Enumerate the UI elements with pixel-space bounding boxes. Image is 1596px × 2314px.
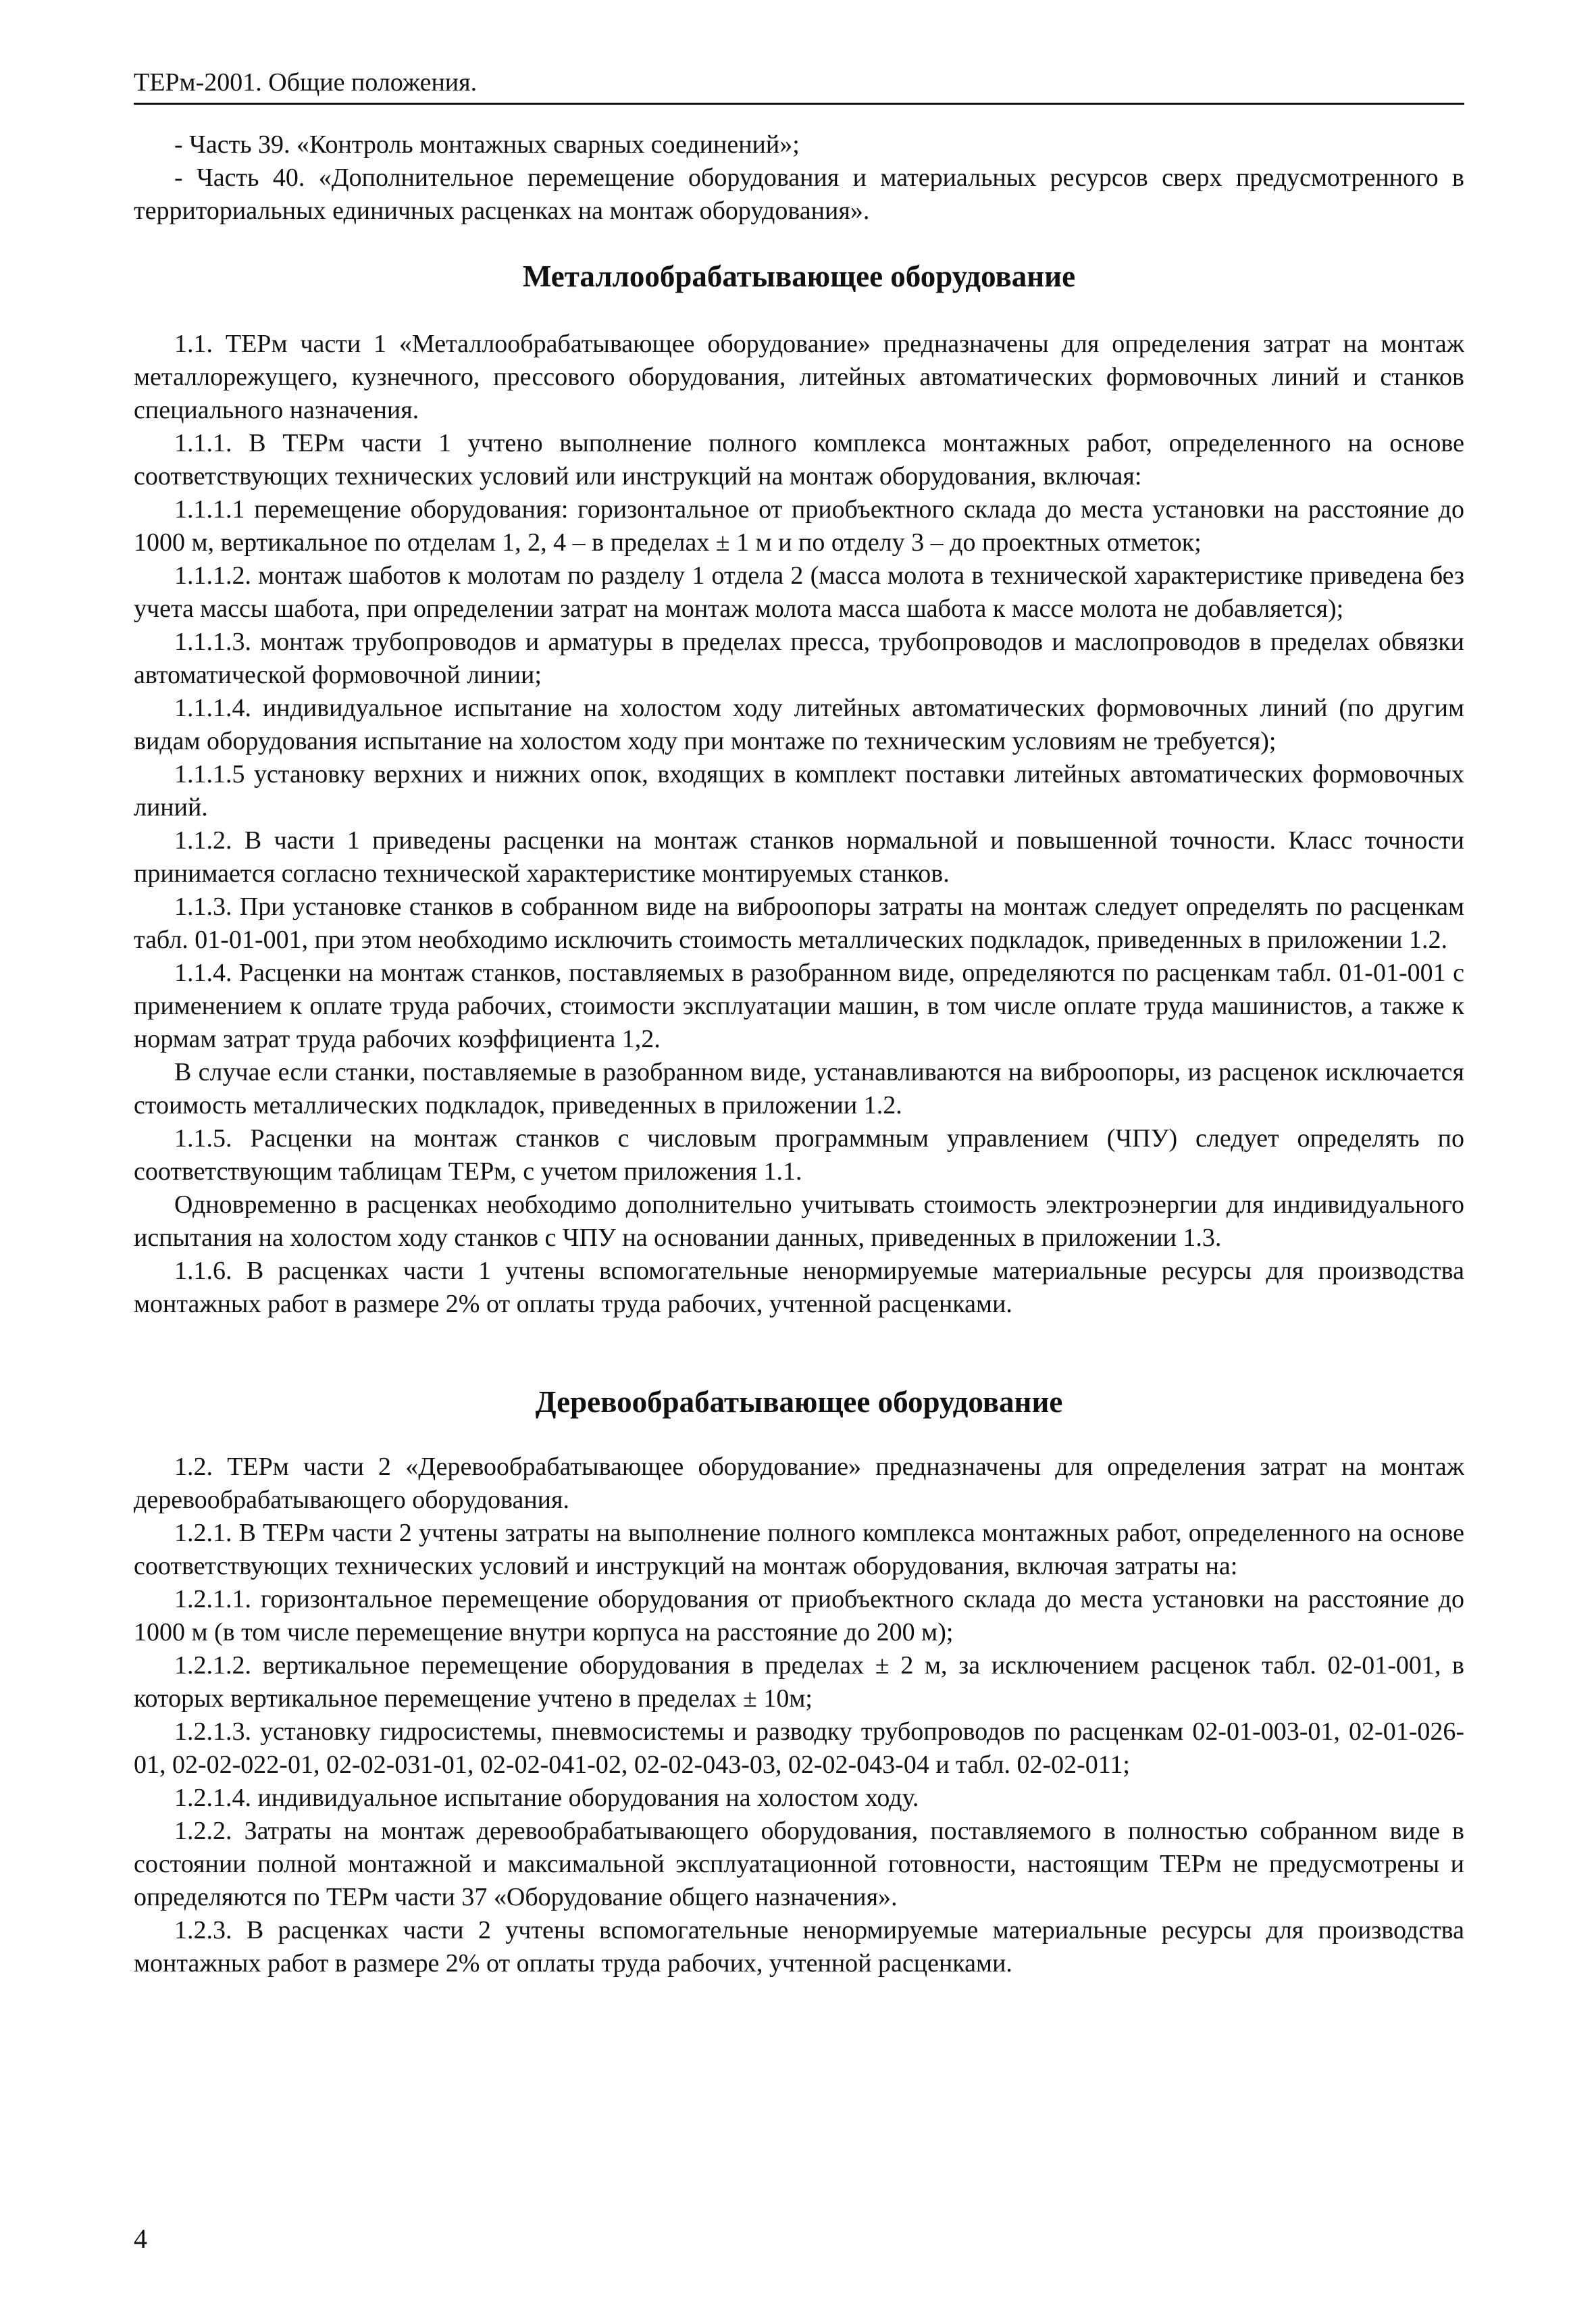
paragraph: 1.1.5. Расценки на монтаж станков с числовым программным управлением (ЧПУ) следует определять по соответствующим таблицам ТЕРм, с учетом приложения 1.1. [134,1124,1464,1186]
paragraph: 1.1.6. В расценках части 1 учтены вспомогательные ненормируемые материальные ресурсы для производства монтажных работ в размере 2% от оплаты труда рабочих, учтенной расценками. [134,1257,1464,1318]
paragraph: 1.1.1.1 перемещение оборудования: горизонтальное от приобъектного склада до места установки на расстояние до 1000 м, вертикальное по отделам 1, 2, 4 – в пределах ± 1 м и по отделу 3 – до проектных отметок; [134,495,1464,557]
paragraph: 1.2.1.4. индивидуальное испытание оборудования на холостом ходу. [174,1784,919,1812]
paragraph: 1.2.1.1. горизонтальное перемещение оборудования от приобъектного склада до места установки на расстояние до 1000 м (в том числе перемещение внутри корпуса на расстояние до 200 м); [134,1585,1464,1646]
intro-item: - Часть 40. «Дополнительное перемещение оборудования и материальных ресурсов сверх предусмотренного в территориальных единичных расценках на монтаж оборудования». [134,164,1464,225]
page-number: 4 [134,2223,147,2254]
paragraph: Одновременно в расценках необходимо дополнительно учитывать стоимость электроэнергии для индивидуального испытания на холостом ходу станков с ЧПУ на основании данных, приведенных в приложении 1.3. [134,1190,1464,1252]
paragraph: 1.1.1.3. монтаж трубопроводов и арматуры в пределах пресса, трубопроводов и маслопроводов в пределах обвязки автоматической формовочной линии; [134,628,1464,689]
intro-item: - Часть 39. «Контроль монтажных сварных соединений»; [174,130,800,159]
paragraph: 1.2.1.3. установку гидросистемы, пневмосистемы и разводку трубопроводов по расценкам 02-01-003-01, 02-01-026-01, 02-02-022-01, 02-02-031-01, 02-02-041-02, 02-02-043-03, 02-02-043-04 и табл. 02-02-011; [134,1717,1464,1779]
paragraph: 1.1.1.2. монтаж шаботов к молотам по разделу 1 отдела 2 (масса молота в технической характеристике приведена без учета массы шабота, при определении затрат на монтаж молота масса шабота к массе молота не добавляется); [134,561,1464,623]
page-content [134,128,1464,1980]
paragraph: 1.2. ТЕРм части 2 «Деревообрабатывающее оборудование» предназначены для определения затрат на монтаж деревообрабатывающего оборудования. [134,1453,1464,1514]
paragraph: 1.1.1. В ТЕРм части 1 учтено выполнение полного комплекса монтажных работ, определенного на основе соответствующих технических условий или инструкций на монтаж оборудования, включая: [134,429,1464,491]
paragraph: 1.2.3. В расценках части 2 учтены вспомогательные ненормируемые материальные ресурсы для производства монтажных работ в размере 2% от оплаты труда рабочих, учтенной расценками. [134,1916,1464,1978]
paragraph: 1.1.3. При установке станков в собранном виде на виброопоры затраты на монтаж следует определять по расценкам табл. 01-01-001, при этом необходимо исключить стоимость металлических подкладок, приведенных в приложении 1.2. [134,892,1464,954]
paragraph: 1.1.1.4. индивидуальное испытание на холостом ходу литейных автоматических формовочных линий (по другим видам оборудования испытание на холостом ходу при монтаже по техническим условиям не требуется); [134,694,1464,755]
paragraph: 1.1.2. В части 1 приведены расценки на монтаж станков нормальной и повышенной точности. Класс точности принимается согласно технической характеристике монтируемых станков. [134,826,1464,888]
section-heading-metalworking: Металлообрабатывающее оборудование [522,259,1076,293]
running-header: ТЕРм-2001. Общие положения. [134,66,1464,105]
paragraph: 1.2.2. Затраты на монтаж деревообрабатывающего оборудования, поставляемого в полностью собранном виде в состоянии полной монтажной и максимальной эксплуатационной готовности, настоящим ТЕРм не предусмотрены и определяются по ТЕРм части 37 «Оборудование общего назначения». [134,1817,1464,1911]
paragraph: В случае если станки, поставляемые в разобранном виде, устанавливаются на виброопоры, из расценок исключается стоимость металлических подкладок, приведенных в приложении 1.2. [134,1058,1464,1120]
paragraph: 1.1.4. Расценки на монтаж станков, поставляемых в разобранном виде, определяются по расценкам табл. 01-01-001 с применением к оплате труда рабочих, стоимости эксплуатации машин, в том числе оплате труда машинистов, а также к нормам затрат труда рабочих коэффициента 1,2. [134,959,1464,1053]
paragraph: 1.1. ТЕРм части 1 «Металлообрабатывающее оборудование» предназначены для определения затрат на монтаж металлорежущего, кузнечного, прессового оборудования, литейных автоматических формовочных линий и станков специального назначения. [134,330,1464,424]
paragraph: 1.1.1.5 установку верхних и нижних опок, входящих в комплект поставки литейных автоматических формовочных линий. [134,760,1464,822]
section-heading-woodworking: Деревообрабатывающее оборудование [535,1385,1063,1419]
paragraph: 1.2.1.2. вертикальное перемещение оборудования в пределах ± 2 м, за исключением расценок табл. 02-01-001, в которых вертикальное перемещение учтено в пределах ± 10м; [134,1651,1464,1713]
paragraph: 1.2.1. В ТЕРм части 2 учтены затраты на выполнение полного комплекса монтажных работ, определенного на основе соответствующих технических условий и инструкций на монтаж оборудования, включая затраты на: [134,1519,1464,1580]
